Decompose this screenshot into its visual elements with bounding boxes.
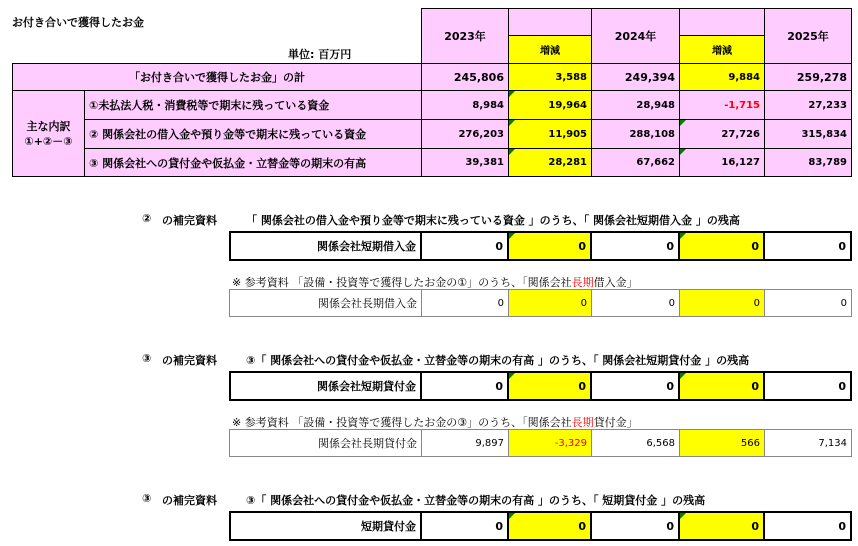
section2-prefix: の補完資料 (162, 354, 217, 367)
section2-row-label: 関係会社短期貸付金 (229, 371, 422, 401)
section3-number: ③ (142, 492, 152, 505)
section3-value-2023: 0 (420, 511, 509, 541)
green-marker-icon (509, 233, 515, 239)
section2-number: ③ (142, 352, 152, 365)
row2-value-2023: 276,203 (421, 119, 509, 149)
header-year-2025: 2025年 (764, 8, 852, 64)
section1-ref-2024: 0 (591, 289, 680, 317)
header-blank-delta2 (679, 8, 765, 36)
row3-delta-1: 28,281 (508, 148, 592, 177)
green-marker-icon (680, 120, 686, 126)
row1-value-2023: 8,984 (421, 90, 509, 120)
section2-heading: ③「 関係会社への貸付金や仮払金・立替金等の期末の有高 」のうち、「 関係会社短期貸付金 」の残高 (246, 354, 750, 367)
total-value-2025: 259,278 (764, 63, 852, 91)
section1-ref-2023: 0 (421, 289, 509, 317)
green-marker-icon (680, 149, 686, 155)
header-year-2024: 2024年 (591, 8, 680, 64)
section3-delta-2: 0 (678, 511, 765, 541)
section1-value-2023: 0 (420, 231, 509, 261)
green-marker-icon (680, 513, 686, 519)
green-marker-icon (509, 149, 515, 155)
row1-value-2025: 27,233 (764, 90, 852, 120)
section1-value-2024: 0 (590, 231, 680, 261)
green-marker-icon (509, 513, 515, 519)
total-value-2024: 249,394 (591, 63, 680, 91)
section1-ref-2025: 0 (764, 289, 852, 317)
section1-note: ※ 参考資料 「設備・投資等で獲得したお金の①」のうち、「関係会社長期借入金」 (232, 276, 638, 289)
section1-value-2025: 0 (763, 231, 852, 261)
header-delta-2: 増減 (679, 35, 765, 64)
row2-value-2024: 288,108 (591, 119, 680, 149)
section2-value-2025: 0 (763, 371, 852, 401)
green-marker-icon (509, 120, 515, 126)
row3-value-2024: 67,662 (591, 148, 680, 177)
green-marker-icon (680, 373, 686, 379)
header-year-2023: 2023年 (421, 8, 509, 64)
total-label: 「お付き合いで獲得したお金」の計 (12, 63, 422, 91)
section2-value-2023: 0 (420, 371, 509, 401)
page-title: お付き合いで獲得したお金 (12, 16, 144, 29)
green-marker-icon (509, 373, 515, 379)
green-marker-icon (680, 233, 686, 239)
row1-value-2024: 28,948 (591, 90, 680, 120)
section3-delta-1: 0 (507, 511, 592, 541)
section2-ref-2023: 9,897 (421, 429, 509, 457)
section1-ref-delta-2: 0 (679, 289, 765, 317)
section2-ref-label: 関係会社長期貸付金 (229, 429, 422, 457)
unit-label: 単位: 百万円 (288, 48, 352, 61)
section1-ref-label: 関係会社長期借入金 (229, 289, 422, 317)
section3-heading: ③「 関係会社への貸付金や仮払金・立替金等の期末の有高 」のうち、「 短期貸付金 」の残高 (246, 494, 706, 507)
row2-label: ② 関係会社の借入金や預り金等で期末に残っている資金 (84, 119, 422, 149)
total-delta-2: 9,884 (679, 63, 765, 91)
section3-value-2025: 0 (763, 511, 852, 541)
section1-delta-1: 0 (507, 231, 592, 261)
section2-ref-delta-2: 566 (679, 429, 765, 457)
section2-delta-2: 0 (678, 371, 765, 401)
header-delta-1: 増減 (508, 35, 592, 64)
row3-delta-2: 16,127 (679, 148, 765, 177)
total-delta-1: 3,588 (508, 63, 592, 91)
row2-delta-1: 11,905 (508, 119, 592, 149)
section1-row-label: 関係会社短期借入金 (229, 231, 422, 261)
section1-delta-2: 0 (678, 231, 765, 261)
green-marker-icon (509, 91, 515, 97)
row2-value-2025: 315,834 (764, 119, 852, 149)
total-value-2023: 245,806 (421, 63, 509, 91)
section2-delta-1: 0 (507, 371, 592, 401)
section1-ref-delta-1: 0 (508, 289, 592, 317)
section2-value-2024: 0 (590, 371, 680, 401)
row1-delta-2: -1,715 (679, 90, 765, 120)
row2-delta-2: 27,726 (679, 119, 765, 149)
section3-row-label: 短期貸付金 (229, 511, 422, 541)
section2-note: ※ 参考資料 「設備・投資等で獲得したお金の③」のうち、「関係会社長期貸付金」 (232, 416, 638, 429)
section3-prefix: の補完資料 (162, 494, 217, 507)
section2-ref-2025: 7,134 (764, 429, 852, 457)
section3-value-2024: 0 (590, 511, 680, 541)
section1-number: ② (142, 212, 152, 225)
row1-label: ①未払法人税・消費税等で期末に残っている資金 (84, 90, 422, 120)
breakdown-side-label: 主な内訳 ①+②－③ (12, 90, 85, 177)
row1-delta-1: 19,964 (508, 90, 592, 120)
section1-heading: 「 関係会社の借入金や預り金等で期末に残っている資金 」のうち、「 関係会社短期借入金 」の残高 (246, 214, 740, 227)
row3-label: ③ 関係会社への貸付金や仮払金・立替金等の期末の有高 (84, 148, 422, 177)
section2-ref-delta-1: -3,329 (508, 429, 592, 457)
section2-ref-2024: 6,568 (591, 429, 680, 457)
section1-prefix: の補完資料 (162, 214, 217, 227)
header-blank-delta1 (508, 8, 592, 36)
row3-value-2025: 83,789 (764, 148, 852, 177)
row3-value-2023: 39,381 (421, 148, 509, 177)
